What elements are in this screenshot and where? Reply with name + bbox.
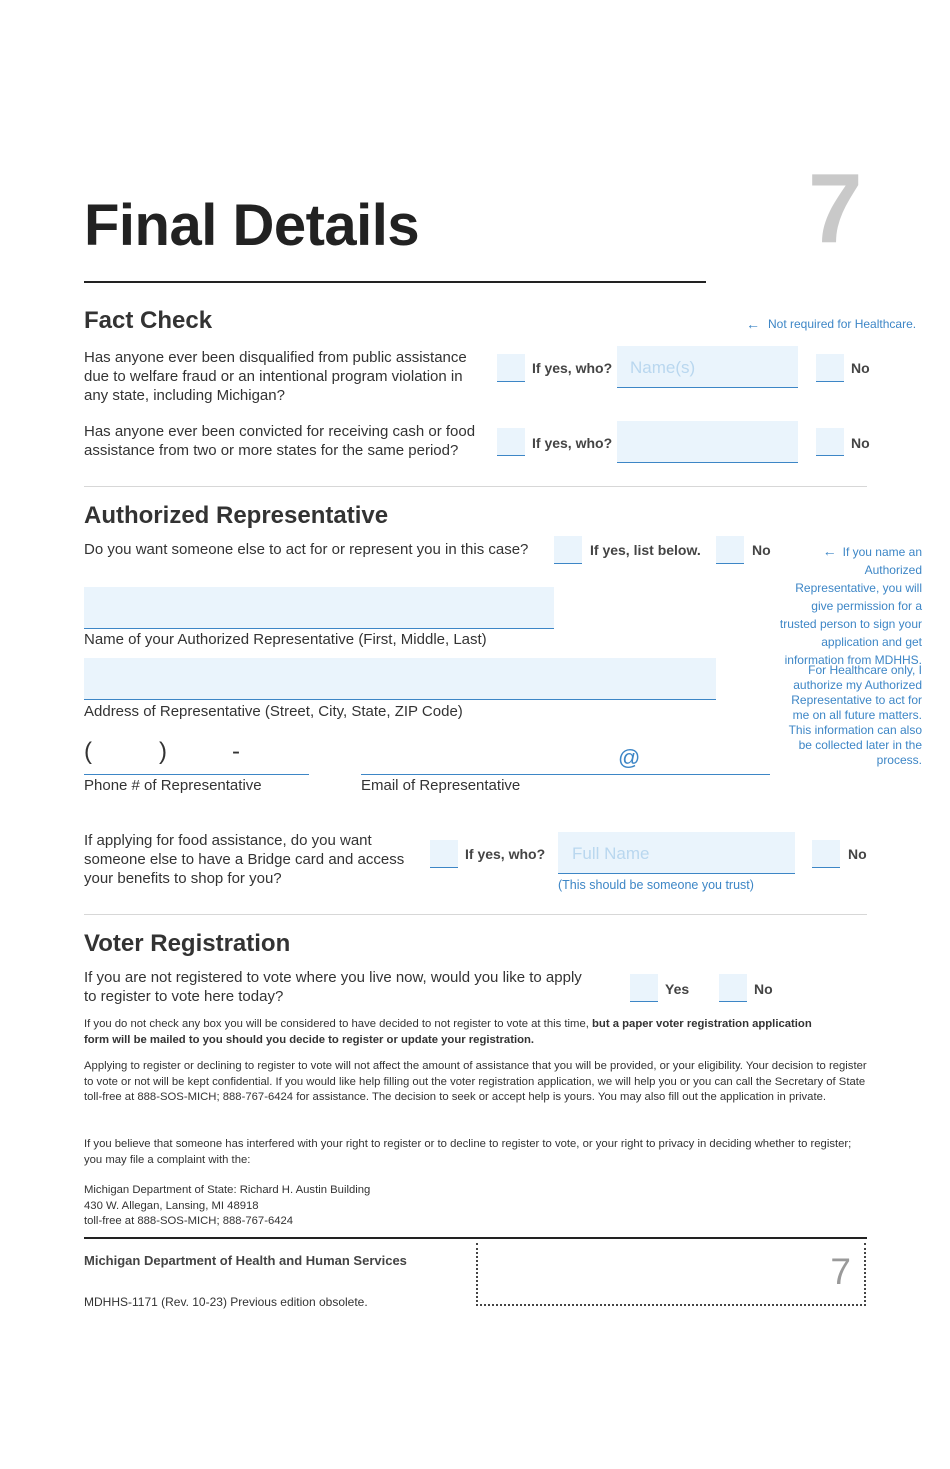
voter-address-line-2: 430 W. Allegan, Lansing, MI 48918 xyxy=(84,1200,259,1212)
fact-q1-no-checkbox[interactable] xyxy=(816,354,844,382)
voter-yes-checkbox[interactable] xyxy=(630,974,658,1002)
voter-paragraph-3: If you believe that someone has interfered with your right to register or to decline to register to vote, or your right to privacy in deciding whether to register; you may file a complaint with the: xyxy=(84,1138,852,1166)
voter-no-checkbox[interactable] xyxy=(719,974,747,1002)
voter-paragraph-1: If you do not check any box you will be considered to have decided to not register to vote at this time, but a paper voter registration application form will be mailed to you should you decide to register or update your registration. xyxy=(84,1018,812,1046)
food-name-placeholder: Full Name xyxy=(572,844,650,863)
rep-address-caption: Address of Representative (Street, City, State, ZIP Code) xyxy=(84,703,463,720)
title-divider xyxy=(84,281,706,283)
voter-question: If you are not registered to vote where you live now, would you like to apply to register to vote here today? xyxy=(84,969,582,1005)
healthcare-note: ← Not required for Healthcare. xyxy=(746,316,917,332)
food-hint: (This should be someone you trust) xyxy=(558,878,754,892)
voter-paragraph-2: Applying to register or declining to register to vote will not affect the amount of assistance that you will be provided, or your eligibility. Your decision to register to vote or not will be kept confidential. If you would like help filling out the voter registration application, we will help you or you can call the Secretary of State toll-free at 888-SOS-MICH; 888-767-6424 for assistance. The decision to seek or accept help is yours. You may also fill out the application in private. xyxy=(84,1060,867,1103)
fact-q1-text: Has anyone ever been disqualified from public assistance due to welfare fraud or an intentional program violation in any state, including Michigan? xyxy=(84,349,467,404)
rep-yes-label: If yes, list below. xyxy=(590,542,701,558)
fact-q2-text: Has anyone ever been convicted for receiving cash or food assistance from two or more states for the same period? xyxy=(84,423,476,459)
food-question: If applying for food assistance, do you want someone else to have a Bridge card and access your benefits to shop for you? xyxy=(84,832,405,887)
fact-q1-name-field[interactable] xyxy=(617,346,798,388)
voter-address-line-3: toll-free at 888-SOS-MICH; 888-767-6424 xyxy=(84,1215,294,1227)
rep-yes-checkbox[interactable] xyxy=(554,536,582,564)
rep-name-field[interactable] xyxy=(84,587,554,629)
food-no-label: No xyxy=(848,846,867,862)
fact-q2-name-field[interactable] xyxy=(617,421,798,463)
rep-phone-field[interactable] xyxy=(84,736,309,776)
authorized-rep-heading: Authorized Representative xyxy=(84,502,389,529)
rep-email-field[interactable] xyxy=(361,736,770,776)
rep-name-caption: Name of your Authorized Representative (First, Middle, Last) xyxy=(84,631,487,648)
phone-open-paren: ( xyxy=(84,738,92,765)
food-name-field[interactable] xyxy=(558,832,795,874)
fact-q2-yes-label: If yes, who? xyxy=(532,435,613,451)
voter-yes-label: Yes xyxy=(665,981,690,997)
rep-no-label: No xyxy=(752,542,771,558)
rep-phone-caption: Phone # of Representative xyxy=(84,777,262,794)
office-use-box xyxy=(476,1243,866,1306)
footer-divider xyxy=(84,1237,867,1239)
fact-q1-name-placeholder: Name(s) xyxy=(630,358,696,377)
fact-q1-yes-label: If yes, who? xyxy=(532,360,613,376)
fact-q2-yes-checkbox[interactable] xyxy=(497,428,525,456)
section-number: 7 xyxy=(808,153,863,263)
phone-underline xyxy=(84,774,309,775)
rep-email-caption: Email of Representative xyxy=(361,777,521,794)
voter-heading: Voter Registration xyxy=(84,930,291,957)
fact-check-heading: Fact Check xyxy=(84,307,213,334)
fact-q2-no-label: No xyxy=(851,435,870,451)
footer-page-number: 7 xyxy=(830,1251,851,1292)
email-underline xyxy=(361,774,770,775)
phone-close-paren: ) xyxy=(159,738,167,765)
food-yes-label: If yes, who? xyxy=(465,846,546,862)
rep-no-checkbox[interactable] xyxy=(716,536,744,564)
footer-org: Michigan Department of Health and Human Services xyxy=(84,1253,407,1268)
voter-no-label: No xyxy=(754,981,773,997)
page-title: Final Details xyxy=(84,193,420,258)
fact-q1-no-label: No xyxy=(851,360,870,376)
footer-form-id: MDHHS-1171 (Rev. 10-23) Previous edition obsolete. xyxy=(84,1295,368,1309)
arrow-left-icon: ← xyxy=(822,543,837,559)
fact-q2-no-checkbox[interactable] xyxy=(816,428,844,456)
fact-q1-yes-checkbox[interactable] xyxy=(497,354,525,382)
rep-address-field[interactable] xyxy=(84,658,716,700)
rep-question: Do you want someone else to act for or represent you in this case? xyxy=(84,541,529,558)
rep-note-2: For Healthcare only, I authorize my Authorized Representative to act for me on all future matters. This information can also be collected later in the process. xyxy=(788,663,922,767)
voter-address-line-1: Michigan Department of State: Richard H. Austin Building xyxy=(84,1184,371,1196)
section-divider xyxy=(84,914,867,915)
email-at-icon: @ xyxy=(618,745,641,770)
food-no-checkbox[interactable] xyxy=(812,840,840,868)
arrow-left-icon: ← xyxy=(746,316,760,332)
phone-dash: - xyxy=(232,738,240,765)
section-divider xyxy=(84,486,867,487)
food-yes-checkbox[interactable] xyxy=(430,840,458,868)
rep-note-1: ← If you name an Authorized Representative, you will give permission for a trusted person to sign your application and get information from MDHHS. xyxy=(779,543,922,667)
